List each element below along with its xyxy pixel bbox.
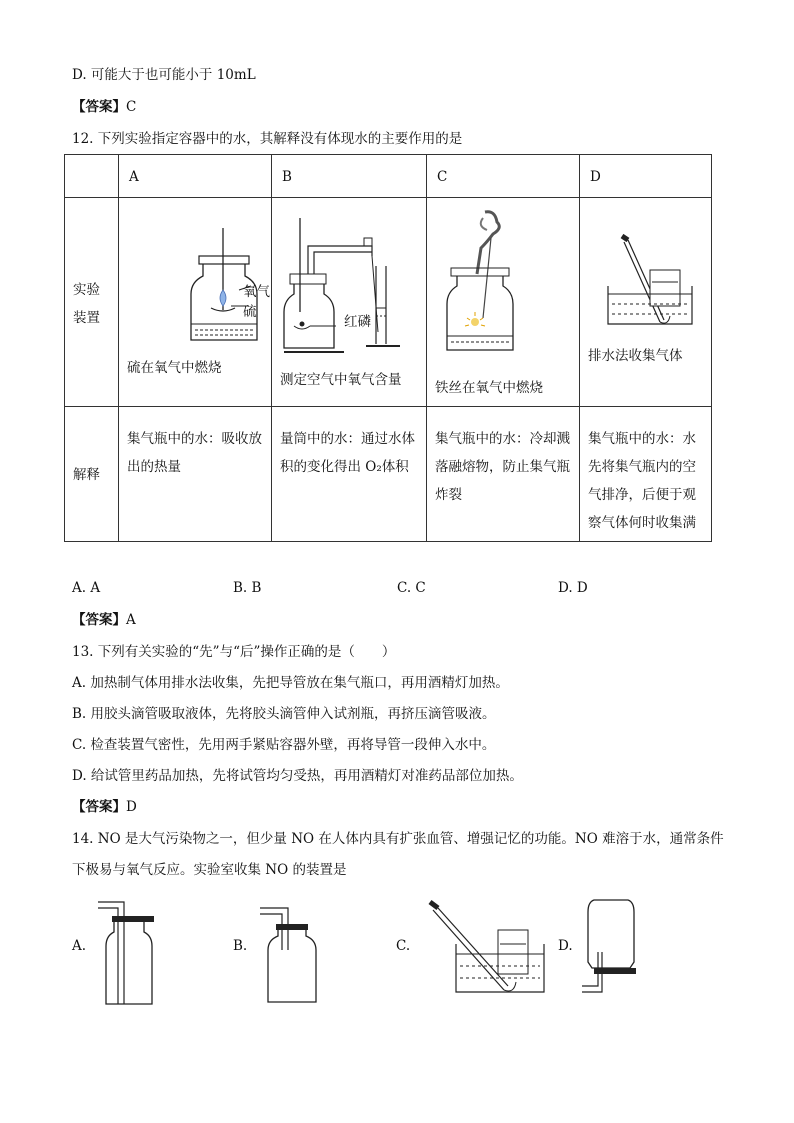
caption-d: 排水法收集气体 <box>588 348 683 364</box>
q11-answer <box>72 98 136 116</box>
label-oxygen: 氧气 <box>243 284 270 300</box>
caption-b: 测定空气中氧气含量 <box>280 372 402 388</box>
label-sulfur: 硫 <box>243 304 257 320</box>
explanation-d: 集气瓶中的水：水先将集气瓶内的空气排净，后便于观察气体何时收集满 <box>580 407 712 542</box>
q14-figure-d[interactable] <box>580 896 642 998</box>
q14-letter-d[interactable]: D. <box>558 938 573 954</box>
q14-letter-a[interactable]: A. <box>72 938 87 954</box>
answer-value: A <box>126 612 136 628</box>
explanation-row <box>65 407 712 542</box>
iron-wire-figure <box>443 208 523 358</box>
q13-option-c[interactable]: C. 检查装置气密性，先用两手紧贴容器外壁，再将导管一段伸入水中。 <box>72 737 496 753</box>
table-corner <box>65 155 119 198</box>
apparatus-d <box>580 198 712 407</box>
q12-answer <box>72 611 136 629</box>
choice-b[interactable]: B. B <box>233 580 262 596</box>
q12-stem: 12. 下列实验指定容器中的水，其解释没有体现水的主要作用的是 <box>72 131 463 147</box>
q12-table <box>64 154 712 542</box>
choice-c[interactable]: C. C <box>397 580 426 596</box>
q14-figure-a[interactable] <box>96 896 158 1008</box>
label-red-phosphorus: 红磷 <box>344 314 371 330</box>
explanation-c: 集气瓶中的水：冷却溅落融熔物，防止集气瓶炸裂 <box>427 407 580 542</box>
header-a: A <box>119 155 272 198</box>
answer-label: 【 答案 】 <box>72 799 126 815</box>
q14-figure-b[interactable] <box>258 904 320 1006</box>
q12-choices <box>72 580 712 600</box>
q14-stem-line1: 14. NO 是大气污染物之一，但少量 NO 在人体内具有扩张血管、增强记忆的功能。NO 难溶于水，通常条件 <box>72 831 724 847</box>
apparatus-row-label: 实验 装置 <box>65 198 119 407</box>
q14-figure-c[interactable] <box>424 896 548 1000</box>
answer-value: D <box>126 799 137 815</box>
table-header-row <box>65 155 712 198</box>
q13-stem: 13. 下列有关实验的“先”与“后”操作正确的是（ ） <box>72 644 396 660</box>
caption-a: 硫在氧气中燃烧 <box>127 360 222 376</box>
apparatus-c <box>427 198 580 407</box>
choice-a[interactable]: A. A <box>72 580 101 596</box>
phosphorus-oxygen-figure <box>280 212 410 354</box>
q13-answer <box>72 798 137 816</box>
q13-option-b[interactable]: B. 用胶头滴管吸取液体，先将胶头滴管伸入试剂瓶，再挤压滴管吸液。 <box>72 706 496 722</box>
apparatus-row <box>65 198 712 407</box>
q13-option-d[interactable]: D. 给试管里药品加热，先将试管均匀受热，再用酒精灯对准药品部位加热。 <box>72 768 523 784</box>
explanation-row-label: 解释 <box>65 407 119 542</box>
answer-value: C <box>126 99 137 115</box>
header-b: B <box>272 155 427 198</box>
apparatus-b <box>272 198 427 407</box>
q14-letter-c[interactable]: C. <box>396 938 411 954</box>
q13-option-a[interactable]: A. 加热制气体用排水法收集，先把导管放在集气瓶口，再用酒精灯加热。 <box>72 675 509 691</box>
q14-letter-b[interactable]: B. <box>233 938 248 954</box>
answer-label: 【 答案 】 <box>72 99 126 115</box>
apparatus-a <box>119 198 272 407</box>
q14-stem-line2: 下极易与氧气反应。实验室收集 NO 的装置是 <box>72 862 347 878</box>
choice-d[interactable]: D. D <box>558 580 588 596</box>
explanation-b: 量筒中的水：通过水体积的变化得出 O₂体积 <box>272 407 427 542</box>
answer-label: 【 答案 】 <box>72 612 126 628</box>
header-d: D <box>580 155 712 198</box>
caption-c: 铁丝在氧气中燃烧 <box>435 380 543 396</box>
q11-option-d: D. 可能大于也可能小于 10mL <box>72 67 256 83</box>
water-displacement-figure <box>602 232 702 332</box>
header-c: C <box>427 155 580 198</box>
explanation-a: 集气瓶中的水：吸收放出的热量 <box>119 407 272 542</box>
